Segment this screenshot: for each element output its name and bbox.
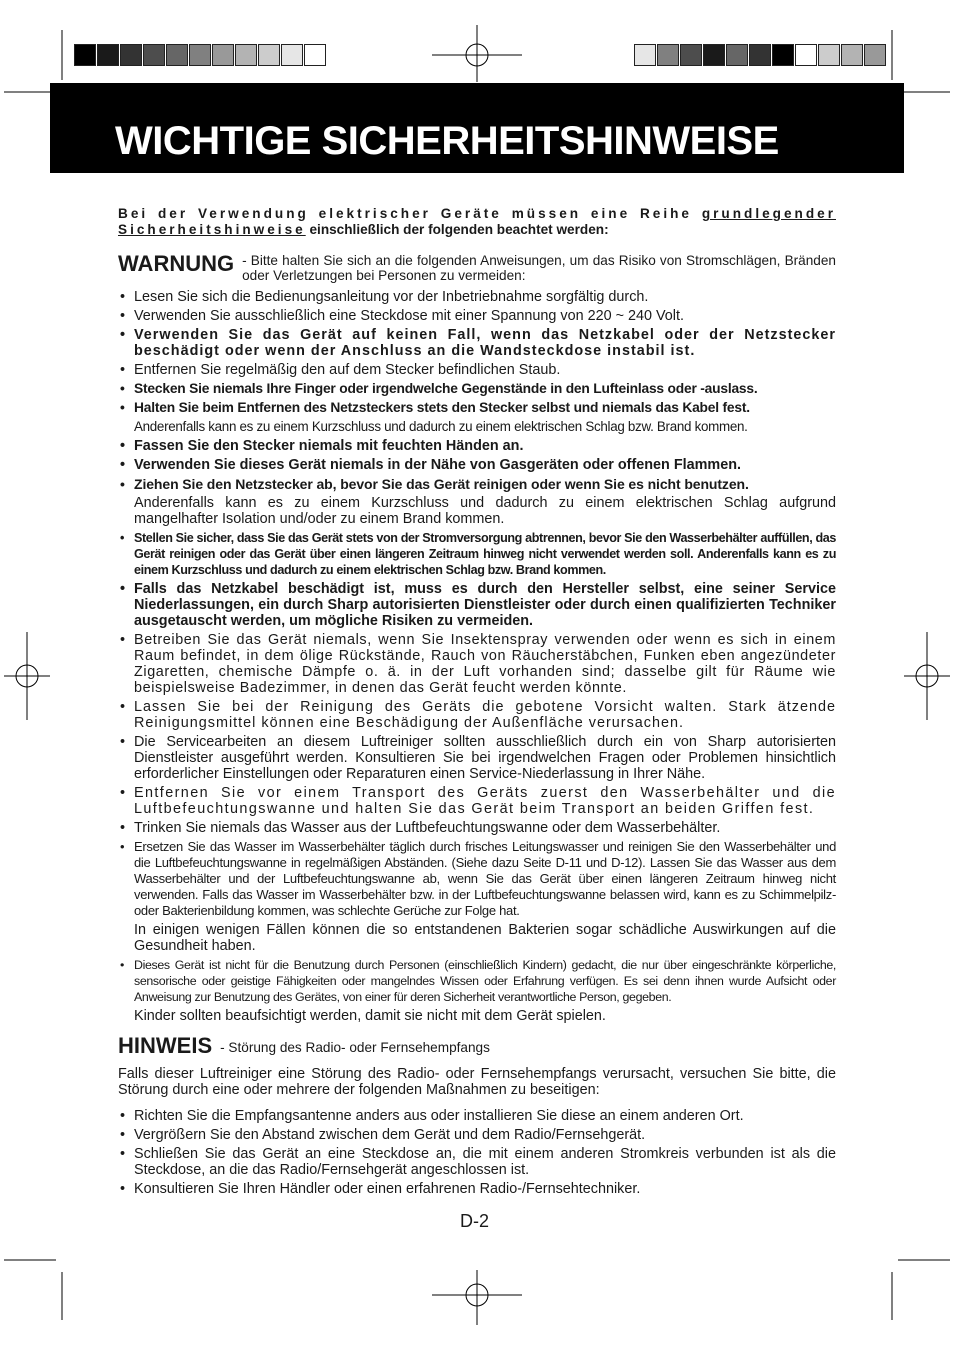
color-swatch <box>657 44 679 66</box>
list-item: • Halten Sie beim Entfernen des Netzsteckers stets den Stecker selbst und niemals das Kabel fest. <box>118 400 836 416</box>
list-item: • Verwenden Sie das Gerät auf keinen Fall, wenn das Netzkabel oder der Netzstecker beschädigt oder wenn der Anschluss an die Wandsteckdose instabil ist. <box>118 327 836 359</box>
color-swatch <box>120 44 142 66</box>
color-swatch <box>212 44 234 66</box>
color-swatch <box>864 44 886 66</box>
color-swatches-left <box>74 44 327 66</box>
color-swatches-right <box>634 44 887 66</box>
list-item: • Verwenden Sie ausschließlich eine Steckdose mit einer Spannung von 220 ~ 240 Volt. <box>118 308 836 324</box>
warning-heading <box>118 252 836 283</box>
note-paragraph: Falls dieser Luftreiniger eine Störung des Radio- oder Fernsehempfangs verursacht, versuchen Sie bitte, die Störung durch eine oder mehrere der folgenden Maßnahmen zu beseitigen: <box>118 1066 836 1098</box>
page-title: WICHTIGE SICHERHEITSHINWEISE <box>115 119 779 163</box>
color-swatch <box>818 44 840 66</box>
list-item: • Vergrößern Sie den Abstand zwischen dem Gerät und dem Radio/Fernsehgerät. <box>118 1127 836 1143</box>
color-swatch <box>74 44 96 66</box>
list-item: • Trinken Sie niemals das Wasser aus der Luftbefeuchtungswanne oder dem Wasserbehälter. <box>118 820 836 836</box>
color-swatch <box>166 44 188 66</box>
list-continuation: In einigen wenigen Fällen können die so entstandenen Bakterien sogar schädliche Auswirkungen auf die Gesundheit haben. <box>134 922 836 954</box>
intro-text: Bei der Verwendung elektrischer Geräte müssen eine Reihe grundlegender Sicherheitshinweise einschließlich der folgenden beachtet werden: <box>118 206 836 237</box>
warning-text: - Bitte halten Sie sich an die folgenden Anweisungen, um das Risiko von Stromschlägen, Bränden oder Verletzungen bei Personen zu vermeiden: <box>242 253 836 283</box>
list-item: • Lesen Sie sich die Bedienungsanleitung vor der Inbetriebnahme sorgfältig durch. <box>118 289 836 305</box>
color-swatch <box>281 44 303 66</box>
list-item: • Entfernen Sie vor einem Transport des Geräts zuerst den Wasserbehälter und die Luftbefeuchtungswanne und halten Sie das Gerät beim Transport an beiden Griffen fest. <box>118 785 836 817</box>
list-continuation: Anderenfalls kann es zu einem Kurzschluss und dadurch zu einem elektrischen Schlag aufgrund mangelhafter Isolation und/oder zu einem Brand kommen. <box>134 495 836 527</box>
note-text: - Störung des Radio- oder Fernsehempfangs <box>220 1040 490 1055</box>
color-swatch <box>703 44 725 66</box>
list-item: • Betreiben Sie das Gerät niemals, wenn Sie Insektenspray verwenden oder wenn es sich in einem Raum befindet, in dem ölige Rückstände, Rauch von Räucherstäbchen, Funken eben angezündeter Zigaretten, chemische Dämpfe o. ä. in der Luft vorhanden sind; dasselbe gilt für Räume wie beispielsweise Badezimmer, in denen das Gerät feucht werden könnte. <box>118 632 836 696</box>
color-swatch <box>772 44 794 66</box>
list-item: • Stecken Sie niemals Ihre Finger oder irgendwelche Gegenstände in den Lufteinlass oder -auslass. <box>118 381 836 397</box>
list-item: • Ersetzen Sie das Wasser im Wasserbehälter täglich durch frisches Leitungswasser und reinigen Sie den Wasserbehälter und die Luftbefeuchtungswanne in regelmäßigen Abständen. (Siehe dazu Seite D-11 und D-12). Lassen Sie das Wasser aus dem Wasserbehälter und der Luftbefeuchtungswanne ab, wenn Sie das Gerät über einen längeren Zeitraum hinweg nicht verwenden. Falls das Wasser im Wasserbehälter bzw. in der Luftbefeuchtungswanne belassen wird, kann es zu Schimmelpilz- oder Bakterienbildung kommen, was schlechte Gerüche zur Folge hat. <box>118 839 836 919</box>
list-item: • Falls das Netzkabel beschädigt ist, muss es durch den Hersteller selbst, eine seiner Service Niederlassungen, ein durch Sharp autorisierten Dienstleister oder durch einen qualifizierten Techniker ausgetauscht werden, um mögliche Risiken zu vermeiden. <box>118 581 836 629</box>
page-number: D-2 <box>460 1211 490 1231</box>
list-item: • Dieses Gerät ist nicht für die Benutzung durch Personen (einschließlich Kindern) gedacht, die nur über eingeschränkte körperliche, sensorische oder geistige Fähigkeiten oder mangelndes Wissen oder Erfahrung verfügen. Es sei denn ihnen wurde Aufsicht oder Anweisung zur Benutzung des Gerätes, von einer für deren Sicherheit verantwortliche Person, gegeben. <box>118 957 836 1005</box>
color-swatch <box>841 44 863 66</box>
color-swatch <box>258 44 280 66</box>
color-swatch <box>235 44 257 66</box>
list-item: • Lassen Sie bei der Reinigung des Geräts die gebotene Vorsicht walten. Stark ätzende Reinigungsmittel können eine Beschädigung der Außenfläche verursachen. <box>118 699 836 731</box>
list-item: • Die Servicearbeiten an diesem Luftreiniger sollten ausschließlich durch ein von Sharp autorisierten Dienstleister ausgeführt werden. Konsultieren Sie bei irgendwelchen Fragen oder Problemen hinsichtlich erforderlicher Einstellungen oder Reparaturen einen Service-Niederlassung in Ihrer Nähe. <box>118 734 836 782</box>
list-item: • Verwenden Sie dieses Gerät niemals in der Nähe von Gasgeräten oder offenen Flammen. <box>118 457 836 473</box>
intro-underlined: grundlegender Sicherheitshinweise <box>118 206 836 237</box>
color-swatch <box>634 44 656 66</box>
color-swatch <box>726 44 748 66</box>
main-content <box>118 206 836 1200</box>
note-label: HINWEIS <box>118 1033 213 1058</box>
color-swatch <box>97 44 119 66</box>
color-swatch <box>304 44 326 66</box>
list-item: • Richten Sie die Empfangsantenne anders aus oder installieren Sie diese an einem anderen Ort. <box>118 1108 836 1124</box>
color-swatch <box>680 44 702 66</box>
color-swatch <box>749 44 771 66</box>
note-heading <box>118 1034 836 1058</box>
note-list <box>118 1108 836 1197</box>
list-item: • Entfernen Sie regelmäßig den auf dem Stecker befindlichen Staub. <box>118 362 836 378</box>
color-swatch <box>795 44 817 66</box>
warning-label: WARNUNG <box>118 251 235 276</box>
list-continuation: Anderenfalls kann es zu einem Kurzschluss und dadurch zu einem elektrischen Schlag bzw. Brand kommen. <box>134 419 748 434</box>
color-swatch <box>189 44 211 66</box>
list-item: • Ziehen Sie den Netzstecker ab, bevor Sie das Gerät reinigen oder wenn Sie es nicht benutzen. <box>118 476 836 492</box>
warning-list <box>118 289 836 1024</box>
title-banner <box>50 83 904 173</box>
list-item: • Fassen Sie den Stecker niemals mit feuchten Händen an. <box>118 438 836 454</box>
list-item: • Konsultieren Sie Ihren Händler oder einen erfahrenen Radio-/Fernsehtechniker. <box>118 1181 836 1197</box>
list-item: • Stellen Sie sicher, dass Sie das Gerät stets von der Stromversorgung abtrennen, bevor Sie den Wasserbehälter auffüllen, das Gerät reinigen oder das Gerät über einen längeren Zeitraum hinweg nicht verwendet werden soll. Anderenfalls kann es zu einem Kurzschluss und dadurch zu einem elektrischen Schlag bzw. Brand kommen. <box>118 530 836 578</box>
list-item: • Schließen Sie das Gerät an eine Steckdose an, die mit einem anderen Stromkreis verbunden ist als die Steckdose, an die das Radio/Fernsehgerät angeschlossen ist. <box>118 1146 836 1178</box>
list-continuation: Kinder sollten beaufsichtigt werden, damit sie nicht mit dem Gerät spielen. <box>134 1008 606 1024</box>
color-swatch <box>143 44 165 66</box>
